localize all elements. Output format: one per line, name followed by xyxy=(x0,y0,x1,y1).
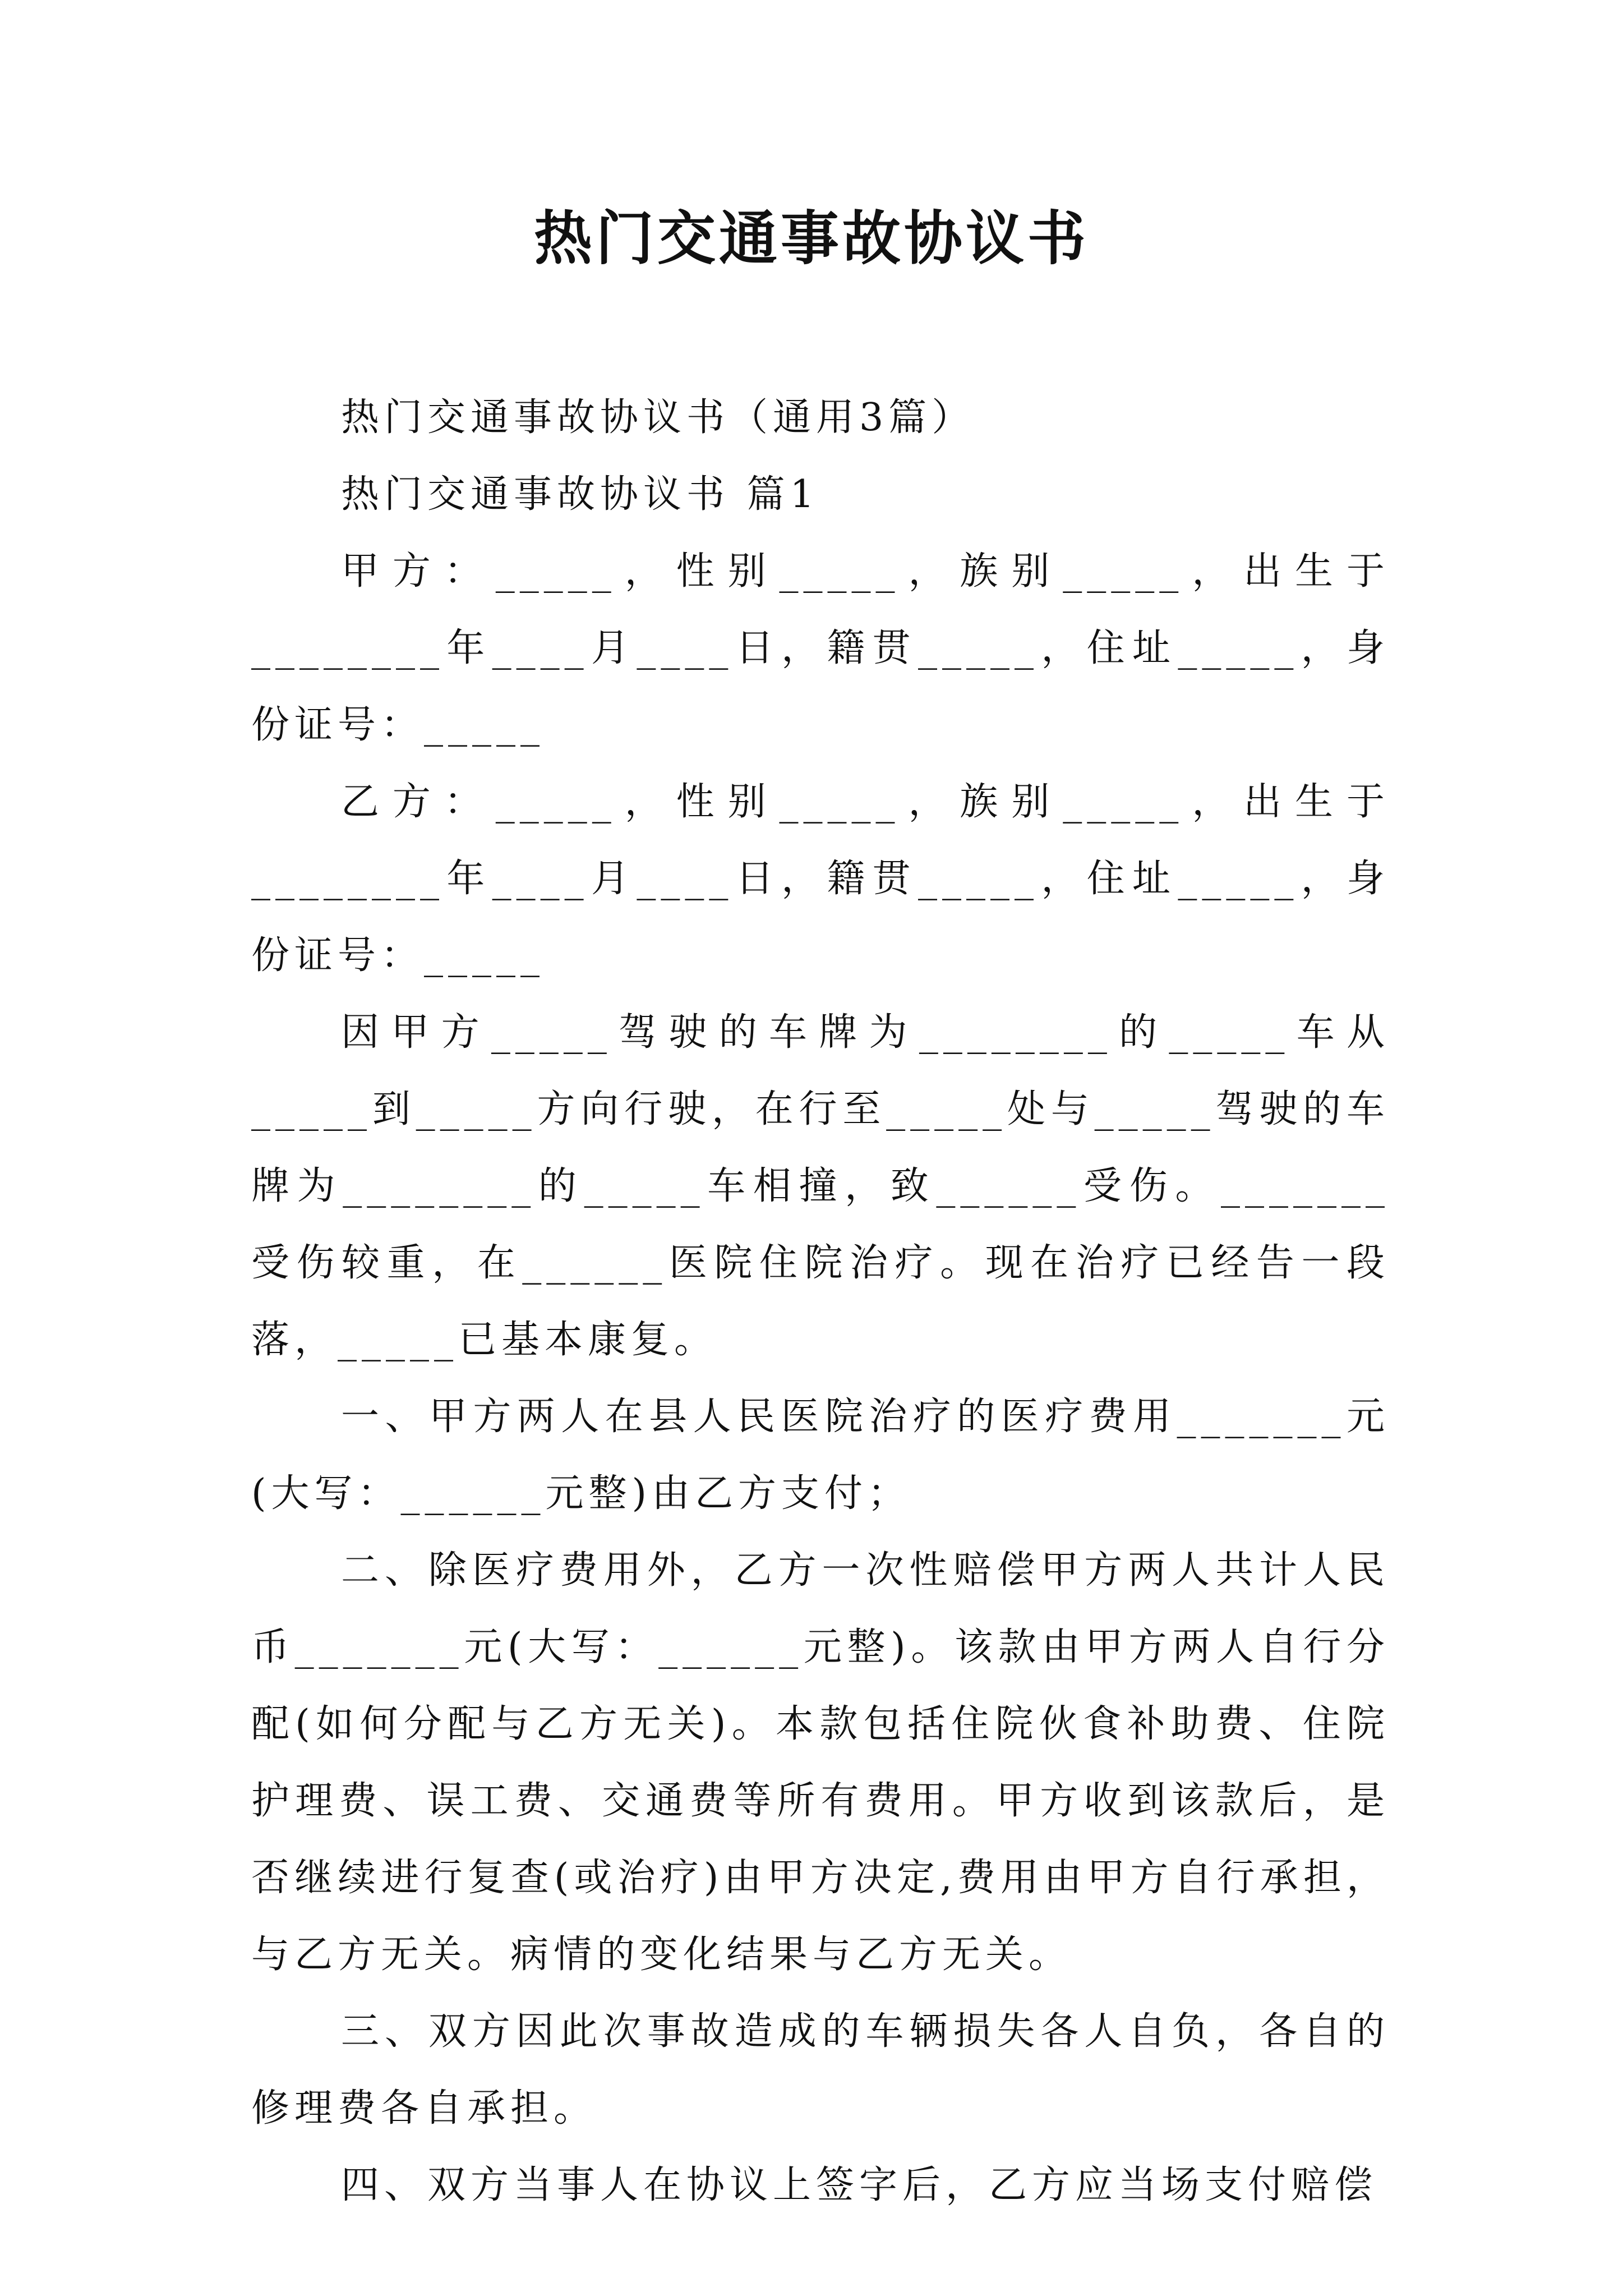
document-body xyxy=(251,379,1390,2224)
paragraph-party-a: 甲方：_____，性别_____，族别_____，出生于________年____月____日，籍贯_____，住址_____，身份证号：_____ xyxy=(251,549,1390,747)
paragraph-accident-description: 因甲方_____驾驶的车牌为________的_____车从_____到_____方向行驶，在行至_____处与_____驾驶的车牌为________的_____车相撞，致______受伤。_______受伤较重，在______医院住院治疗。现在治疗已经告一段落，_____已基本康复。 xyxy=(251,1010,1390,1362)
paragraph-clause-4: 四、双方当事人在协议上签字后，乙方应当场支付赔偿 xyxy=(341,2163,1378,2207)
paragraph-clause-3: 三、双方因此次事故造成的车辆损失各人自负，各自的修理费各自承担。 xyxy=(251,2009,1390,2131)
paragraph-clause-2: 二、除医疗费用外，乙方一次性赔偿甲方两人共计人民币_______元(大写：______元整)。该款由甲方两人自行分配(如何分配与乙方无关)。本款包括住院伙食补助费、住院护理费、误工费、交通费等所有费用。甲方收到该款后，是否继续进行复查(或治疗)由甲方决定,费用由甲方自行承担，与乙方无关。病情的变化结果与乙方无关。 xyxy=(251,1548,1390,1977)
document-title: 热门交通事故协议书 xyxy=(533,204,1089,273)
paragraph-subtitle: 热门交通事故协议书（通用3篇） xyxy=(341,395,975,440)
paragraph-clause-1: 一、甲方两人在县人民医院治疗的医疗费用_______元(大写：______元整)由乙方支付； xyxy=(251,1395,1390,1516)
paragraph-section-heading: 热门交通事故协议书 篇1 xyxy=(341,472,819,517)
paragraph-party-b: 乙方：_____，性别_____，族别_____，出生于________年____月____日，籍贯_____，住址_____，身份证号：_____ xyxy=(251,780,1390,978)
